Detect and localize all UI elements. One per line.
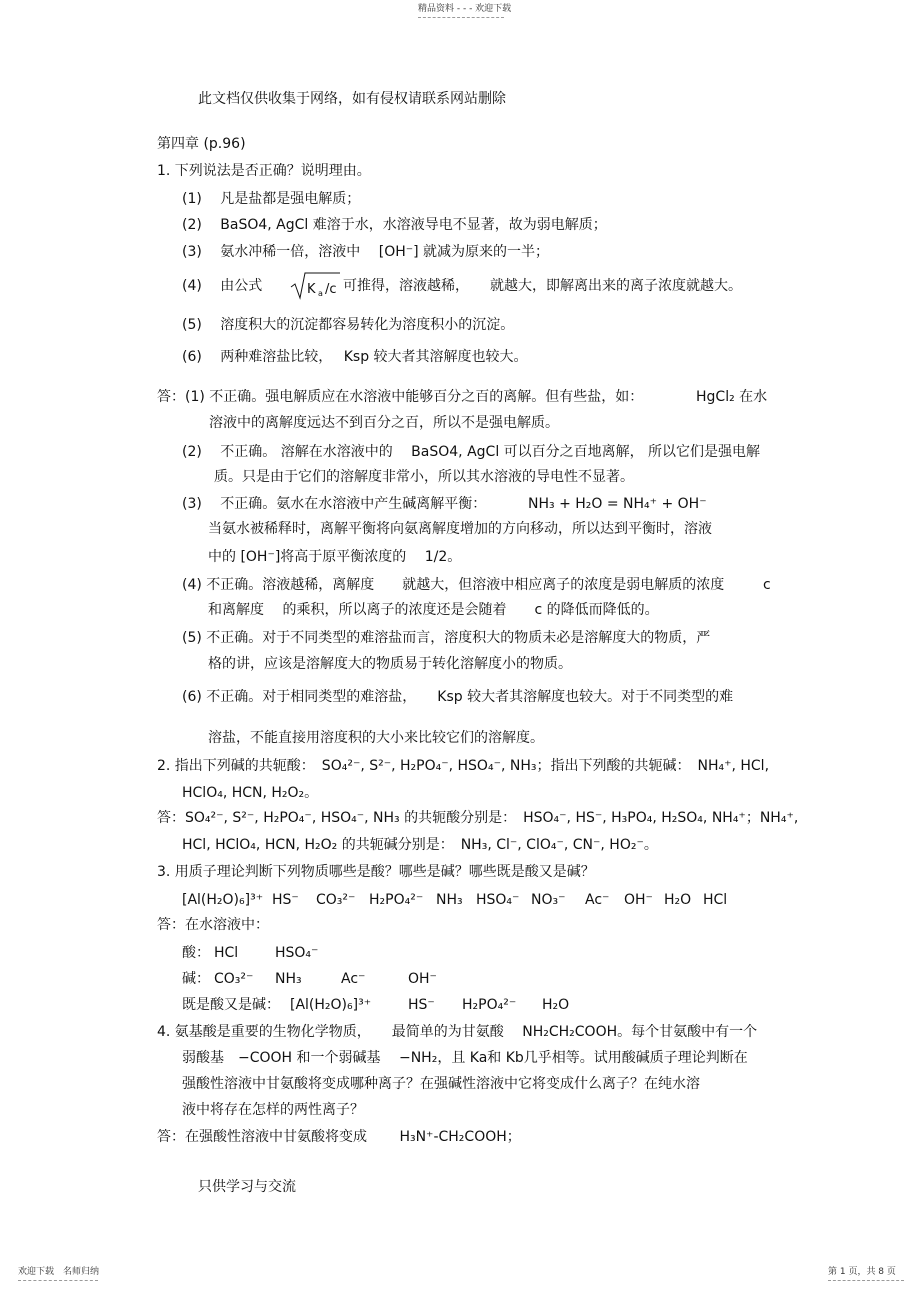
q3-species-9: OH⁻ <box>624 892 653 908</box>
a1-line-2: 溶液中的离解度远达不到百分之百，所以不是强电解质。 <box>209 415 559 431</box>
a1-line-4: 质。只是由于它们的溶解度非常小，所以其水溶液的导电性不显著。 <box>214 469 634 485</box>
amphoteric-2: HS⁻ <box>408 997 435 1013</box>
q3-species-6: HSO₄⁻ <box>476 892 520 908</box>
question-4-line-1: 4. 氨基酸是重要的生物化学物质， 最简单的为甘氨酸 NH₂CH₂COOH。每个甘氨酸中有一个 <box>157 1024 758 1040</box>
q3-species-3: CO₃²⁻ <box>316 892 356 908</box>
question-2-line-1: 2. 指出下列碱的共轭酸： SO₄²⁻, S²⁻, H₂PO₄⁻, HSO₄⁻, NH₃；指出下列酸的共轭碱： NH₄⁺, HCl, <box>157 758 770 774</box>
base-4: OH⁻ <box>408 971 437 987</box>
a1-line-1: 答：(1) 不正确。强电解质应在水溶液中能够百分之百的离解。但有些盐，如： <box>157 389 644 405</box>
a1-line-3-end: 所以它们是强电解 <box>648 444 760 460</box>
closing-text: 只供学习与交流 <box>198 1179 296 1195</box>
question-4-line-3: 强酸性溶液中甘氨酸将变成哪种离子？在强碱性溶液中它将变成什么离子？在纯水溶 <box>182 1076 700 1092</box>
q3-species-8: Ac⁻ <box>585 892 610 908</box>
q3-species-7: NO₃⁻ <box>531 892 566 908</box>
base-2: NH₃ <box>275 971 302 987</box>
footer-left-dashed-rule <box>18 1280 98 1281</box>
q1-item-1: (1) 凡是盐都是强电解质； <box>182 191 361 207</box>
acid-1: HCl <box>214 945 239 961</box>
amphoteric-1: [Al(H₂O)₆]³⁺ <box>290 997 372 1013</box>
base-1: CO₃²⁻ <box>214 971 254 987</box>
svg-text:/c: /c <box>325 282 337 297</box>
page-header-text: 精品资料 - - - 欢迎下载 <box>418 4 512 14</box>
a3-intro: 答：在水溶液中： <box>157 917 269 933</box>
a2-line-1: 答：SO₄²⁻, S²⁻, H₂PO₄⁻, HSO₄⁻, NH₃ 的共轭酸分别是： HSO₄⁻, HS⁻, H₃PO₄, H₂SO₄, NH₄⁺；NH₄⁺, <box>157 810 799 826</box>
acid-label: 酸： <box>182 945 210 961</box>
amphoteric-3: H₂PO₄²⁻ <box>462 997 517 1013</box>
footer-page-number: 第 1 页，共 8 页 <box>828 1267 896 1277</box>
header-dashed-rule <box>418 17 504 18</box>
q1-item-3: (3) 氨水冲稀一倍，溶液中 [OH⁻] 就减为原来的一半； <box>182 244 550 260</box>
amphoteric-4: H₂O <box>542 997 570 1013</box>
a1-line-11: 格的讲，应该是溶解度大的物质易于转化溶解度小的物质。 <box>208 656 572 672</box>
ammonia-equilibrium-equation: NH₃ + H₂O = NH₄⁺ + OH⁻ <box>528 496 707 512</box>
q1-item-4: (4) 由公式 <box>182 278 263 294</box>
a4-line-1: 答：在强酸性溶液中甘氨酸将变成 H₃N⁺-CH₂COOH； <box>157 1129 521 1145</box>
a1-line-12: (6) 不正确。对于相同类型的难溶盐， Ksp 较大者其溶解度也较大。对于不同类型的难 <box>182 689 734 705</box>
question-3-stem: 3. 用质子理论判断下列物质哪些是酸？哪些是碱？哪些既是酸又是碱？ <box>157 864 595 880</box>
q1-item-2: (2) BaSO4, AgCl 难溶于水，水溶液导电不显著，故为弱电解质； <box>182 217 607 233</box>
q3-species-10: H₂O <box>664 892 692 908</box>
q1-item-4-rest: 可推得，溶液越稀， 就越大，即解离出来的离子浓度就越大。 <box>343 278 742 294</box>
a2-line-2: HCl, HClO₄, HCN, H₂O₂ 的共轭碱分别是： NH₃, Cl⁻, ClO₄⁻, CN⁻, HO₂⁻。 <box>182 837 658 853</box>
a1-line-8-end: c <box>763 577 771 593</box>
q3-species-5: NH₃ <box>436 892 463 908</box>
amphoteric-label: 既是酸又是碱： <box>182 997 280 1013</box>
acid-2: HSO₄⁻ <box>275 945 319 961</box>
a1-line-10: (5) 不正确。对于不同类型的难溶盐而言，溶度积大的物质未必是溶解度大的物质，严 <box>182 630 711 646</box>
q1-item-6: (6) 两种难溶盐比较， Ksp 较大者其溶解度也较大。 <box>182 349 528 365</box>
chapter-title: 第四章 (p.96) <box>157 136 246 152</box>
base-3: Ac⁻ <box>341 971 366 987</box>
q3-species-1: [Al(H₂O)₆]³⁺ <box>182 892 264 908</box>
a1-line-8: (4) 不正确。溶液越稀，离解度 就越大，但溶液中相应离子的浓度是弱电解质的浓度 <box>182 577 725 593</box>
a1-line-5: (3) 不正确。氨水在水溶液中产生碱离解平衡： <box>182 496 487 512</box>
svg-text:K: K <box>307 282 316 297</box>
a1-line-1-end: HgCl₂ 在水 <box>696 389 768 405</box>
footer-right-dashed-rule <box>828 1280 904 1281</box>
a1-line-6: 当氨水被稀释时，离解平衡将向氨离解度增加的方向移动，所以达到平衡时，溶液 <box>208 521 712 537</box>
base-label: 碱： <box>182 971 210 987</box>
question-4-line-2: 弱酸基 −COOH 和一个弱碱基 −NH₂，且 Ka和 Kb几乎相等。试用酸碱质子理论判断在 <box>182 1050 748 1066</box>
svg-text:a: a <box>318 289 323 298</box>
notice-text: 此文档仅供收集于网络，如有侵权请联系网站删除 <box>198 91 506 107</box>
a1-line-7: 中的 [OH⁻]将高于原平衡浓度的 1/2。 <box>208 549 462 565</box>
question-4-line-4: 液中将存在怎样的两性离子？ <box>182 1102 364 1118</box>
a1-line-3: (2) 不正确。 溶解在水溶液中的 BaSO4, AgCl 可以百分之百地离解， <box>182 444 644 460</box>
a1-line-9: 和离解度 的乘积，所以离子的浓度还是会随着 c 的降低而降低的。 <box>208 602 659 618</box>
question-2-line-2: HClO₄, HCN, H₂O₂。 <box>182 785 319 801</box>
a1-line-13: 溶盐，不能直接用溶度积的大小来比较它们的溶解度。 <box>208 730 544 746</box>
q3-species-4: H₂PO₄²⁻ <box>369 892 424 908</box>
question-1-stem: 1. 下列说法是否正确？说明理由。 <box>157 163 371 179</box>
q1-item-5: (5) 溶度积大的沉淀都容易转化为溶度积小的沉淀。 <box>182 317 515 333</box>
sqrt-ka-over-c-formula <box>290 270 340 302</box>
q3-species-11: HCl <box>703 892 728 908</box>
q3-species-2: HS⁻ <box>272 892 299 908</box>
footer-left-text: 欢迎下载 名师归纳 <box>18 1267 100 1277</box>
